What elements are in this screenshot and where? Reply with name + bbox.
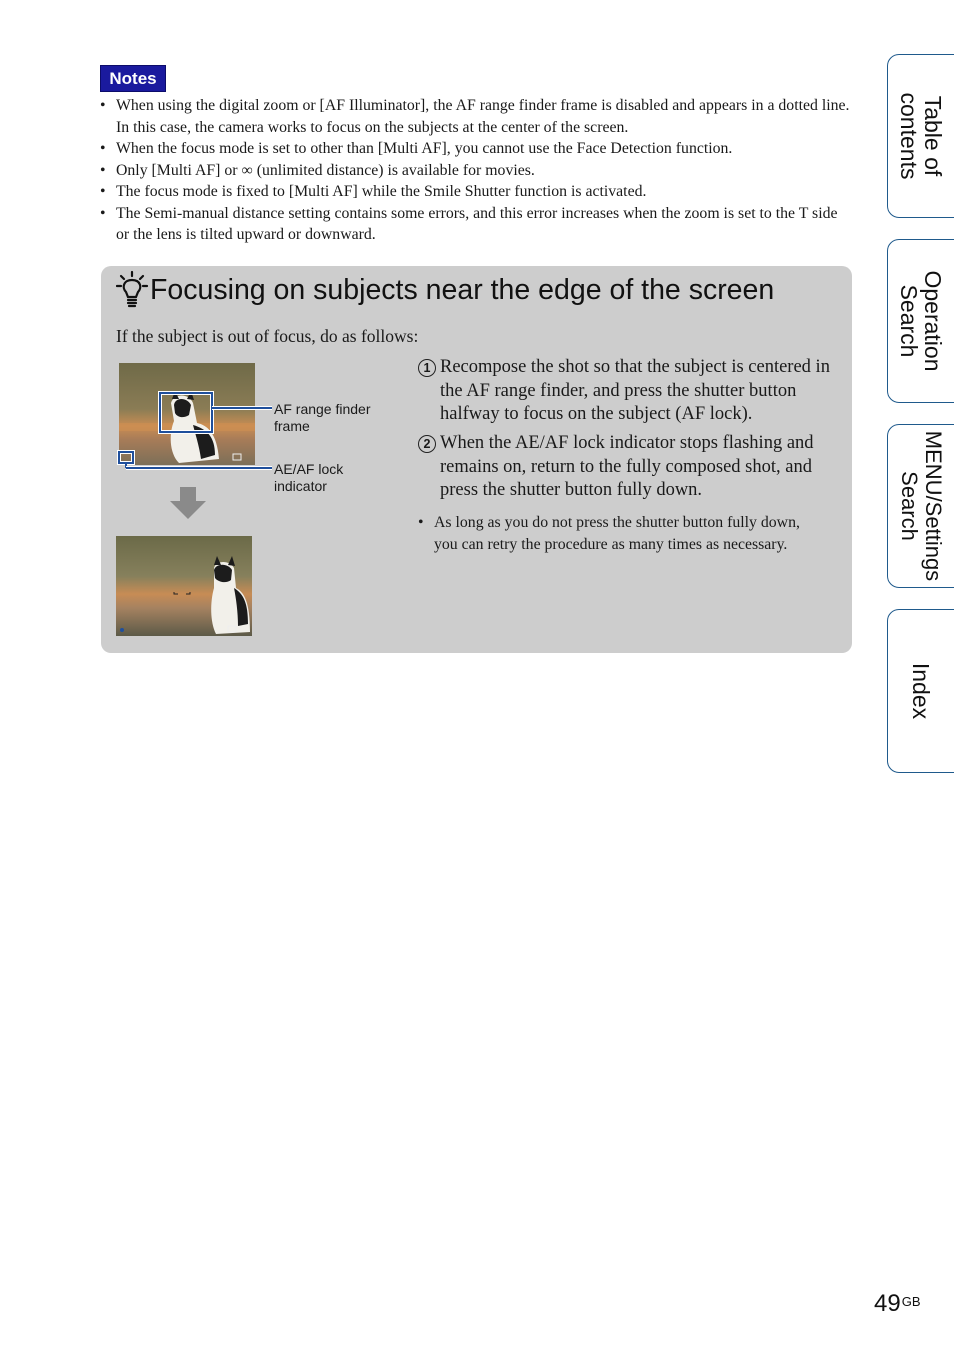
hint-bullet xyxy=(418,512,818,555)
hint-title: Focusing on subjects near the edge of the screen xyxy=(150,274,775,306)
note-item: • The focus mode is fixed to [Multi AF] while the Smile Shutter function is activated. xyxy=(100,181,852,203)
step-number-circle: 2 xyxy=(418,435,436,453)
note-item: • Only [Multi AF] or ∞ (unlimited distance) is available for movies. xyxy=(100,160,852,182)
tab-operation-search[interactable] xyxy=(887,239,954,403)
tab-label: MENU/Settings Search xyxy=(897,430,946,582)
hint-intro: If the subject is out of focus, do as follows: xyxy=(116,326,419,346)
page-number-suffix: GB xyxy=(901,1294,921,1309)
step-text: When the AE/AF lock indicator stops flashing and remains on, return to the fully composed shot, and press the shutter button fully down. xyxy=(440,433,814,500)
tab-menu-settings-search[interactable] xyxy=(887,424,954,588)
tab-table-of-contents[interactable] xyxy=(887,54,954,218)
note-item: • When the focus mode is set to other than [Multi AF], you cannot use the Face Detection function. xyxy=(100,138,852,160)
tab-label: Table of contents xyxy=(896,92,946,180)
note-item: • The Semi-manual distance setting contains some errors, and this error increases when the zoom is set to the T side or the lens is tilted upward or downward. xyxy=(100,203,852,246)
step-number-circle: 1 xyxy=(418,359,436,377)
camera-screen-photo-composed xyxy=(116,536,252,636)
page-number-value: 49 xyxy=(874,1290,901,1317)
callout-ae-af-lock: AE/AF lock indicator xyxy=(274,461,344,494)
hint-bullet-text: As long as you do not press the shutter button fully down, you can retry the procedure as many times as necessary. xyxy=(434,514,800,553)
step-text: Recompose the shot so that the subject is centered in the AF range finder, and press the shutter button halfway to focus on the subject (AF lock). xyxy=(440,357,830,424)
tab-index[interactable] xyxy=(887,609,954,773)
notes-list xyxy=(100,95,852,246)
callout-lines xyxy=(114,388,284,478)
page-number xyxy=(874,1290,921,1318)
note-item: • When using the digital zoom or [AF Illuminator], the AF range finder frame is disabled and appears in a dotted line. In this case, the camera works to focus on the subjects at the center of the screen. xyxy=(100,95,852,138)
step-2 xyxy=(418,432,838,503)
bullet-dot: • xyxy=(418,514,424,531)
tab-label: Operation Search xyxy=(896,270,946,372)
tab-label: Index xyxy=(908,662,934,720)
notes-heading: Notes xyxy=(100,65,166,92)
callout-af-range-finder: AF range finder frame xyxy=(274,401,371,434)
down-arrow-icon xyxy=(170,487,206,519)
step-1 xyxy=(418,356,838,427)
lightbulb-hint-icon xyxy=(116,270,150,308)
